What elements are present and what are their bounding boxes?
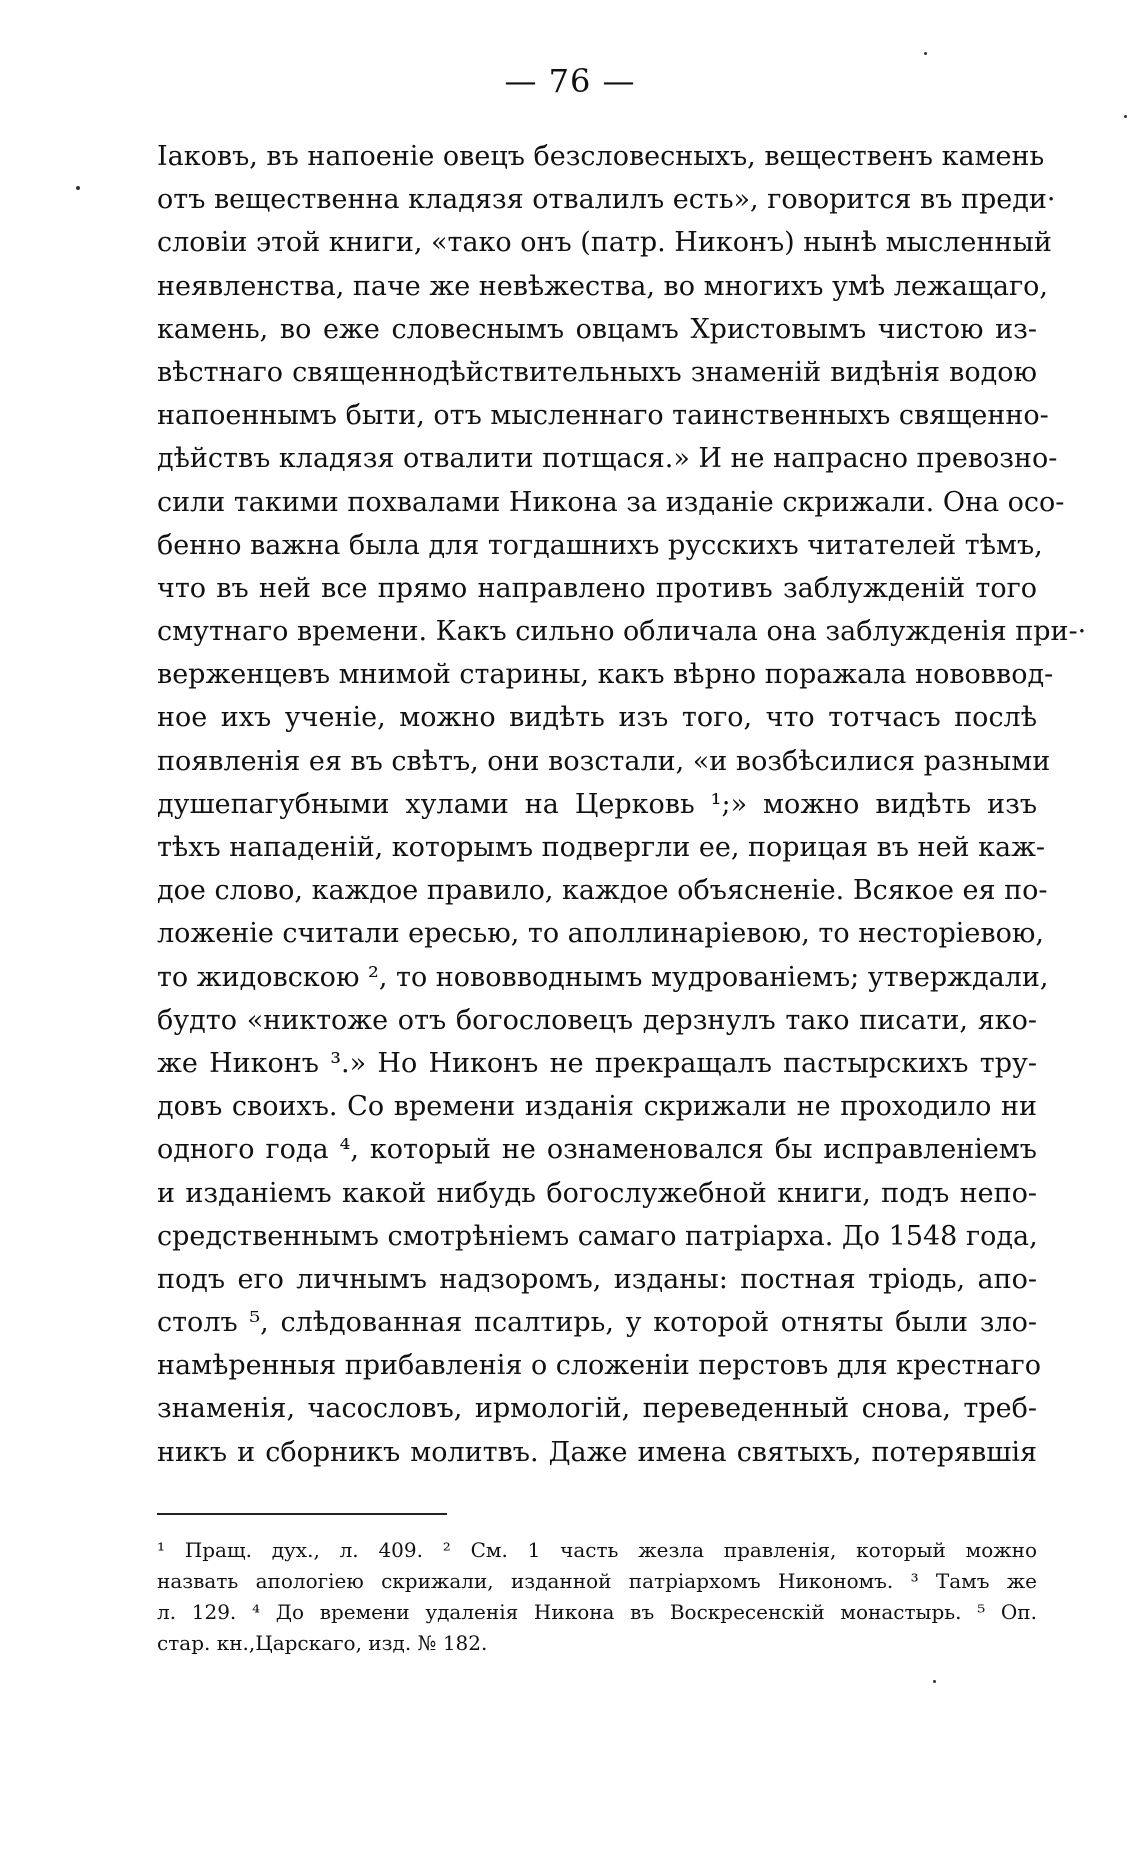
body-line: средственнымъ смотрѣніемъ самаго патріарха. До 1548 года,: [157, 1220, 1038, 1252]
body-line: же Никонъ ³.» Но Никонъ не прекращалъ пастырскихъ тру-: [157, 1047, 1037, 1079]
body-line: появленія ея въ свѣтъ, они возстали, «и возбѣсилися разными: [157, 745, 1051, 777]
footnote-divider: [157, 1513, 447, 1515]
body-line: дое слово, каждое правило, каждое объясненіе. Всякое ея по-: [157, 875, 1048, 907]
body-line: одного года ⁴, который не ознаменовался бы исправленіемъ: [157, 1134, 1037, 1166]
body-line: подъ его личнымъ надзоромъ, изданы: постная тріодь, апо-: [157, 1263, 1037, 1295]
body-line: смутнаго времени. Какъ сильно обличала она заблужденія при-·: [157, 616, 1087, 648]
body-line: неявленства, паче же невѣжества, во многихъ умѣ лежащаго,: [157, 270, 1048, 302]
print-speck: [76, 186, 80, 190]
footnote-line: ¹ Прaщ. дух., л. 409. ² См. 1 часть жезла правленія, который можно: [157, 1538, 1037, 1562]
body-line: тѣхъ нападеній, которымъ подвергли ее, порицая въ ней каж-: [157, 832, 1046, 863]
body-line: бенно важна была для тогдашнихъ русскихъ читателей тѣмъ,: [157, 529, 1043, 561]
body-line: словіи этой книги, «тако онъ (патр. Никонъ) нынѣ мысленный: [157, 227, 1052, 259]
body-line: довъ своихъ. Со времени изданія скрижали не проходило ни: [157, 1091, 1037, 1123]
body-line: будто «никтоже отъ богословецъ дерзнулъ тако писати, яко-: [157, 1004, 1037, 1036]
body-line: то жидовскою ², то нововводнымъ мудрованіемъ; утверждали,: [157, 961, 1049, 993]
body-line: душепагубными хулами на Церковь ¹;» можно видѣть изъ: [157, 788, 1037, 820]
body-line: дѣйствъ кладязя отвалити потщася.» И не напрасно превозно-: [157, 443, 1058, 475]
body-line: намѣренныя прибавленія о сложеніи перстовъ для крестнаго: [157, 1350, 1041, 1382]
body-line: столъ ⁵, слѣдованная псалтирь, у которой отняты были зло-: [157, 1307, 1037, 1339]
footnote-line: л. 129. ⁴ До времени удаленія Никона въ Воскресенскій монастырь. ⁵ Оп.: [157, 1600, 1037, 1624]
footnotes: [157, 1535, 1037, 1659]
print-speck: [924, 52, 927, 55]
body-line: ное ихъ ученіе, можно видѣть изъ того, что тотчасъ послѣ: [157, 702, 1037, 734]
body-line: что въ ней все прямо направлено противъ заблужденій того: [157, 572, 1037, 604]
body-line: знаменія, часословъ, ирмологій, переведенный снова, треб-: [157, 1393, 1037, 1425]
body-line: и изданіемъ какой нибудь богослужебной книги, подъ непо-: [157, 1177, 1037, 1209]
print-speck: [933, 1680, 936, 1683]
body-line: Іаковъ, въ напоеніе овецъ безсловесныхъ, вещественъ камень: [157, 141, 1045, 172]
body-line: сили такими похвалами Никона за изданіе скрижали. Она осо-: [157, 486, 1065, 518]
body-line: вѣстнаго священнодѣйствительныхъ знаменій видѣнія водою: [157, 356, 1037, 388]
body-line: верженцевъ мнимой старины, какъ вѣрно поражала нововвод-: [157, 659, 1054, 691]
body-text: [157, 135, 1087, 1474]
body-line: отъ вещественна кладязя отвалилъ есть», говорится въ преди·: [157, 184, 1056, 216]
print-speck: [1124, 115, 1127, 118]
body-line: ложеніе считали ересью, то аполлинаріевою, то несторіевою,: [157, 918, 1044, 950]
body-line: никъ и сборникъ молитвъ. Даже имена святыхъ, потерявшія: [157, 1436, 1037, 1468]
footnote-line: стар. кн.,Царскаго, изд. № 182.: [157, 1631, 488, 1655]
body-line: напоеннымъ быти, отъ мысленнаго таинственныхъ священно-: [157, 400, 1049, 432]
page-number: — 76 —: [504, 62, 636, 100]
footnote-line: назвать апологіею скрижали, изданной патріархомъ Никономъ. ³ Тамъ же: [157, 1569, 1037, 1593]
body-line: камень, во еже словеснымъ овцамъ Христовымъ чистою из-: [157, 313, 1037, 345]
